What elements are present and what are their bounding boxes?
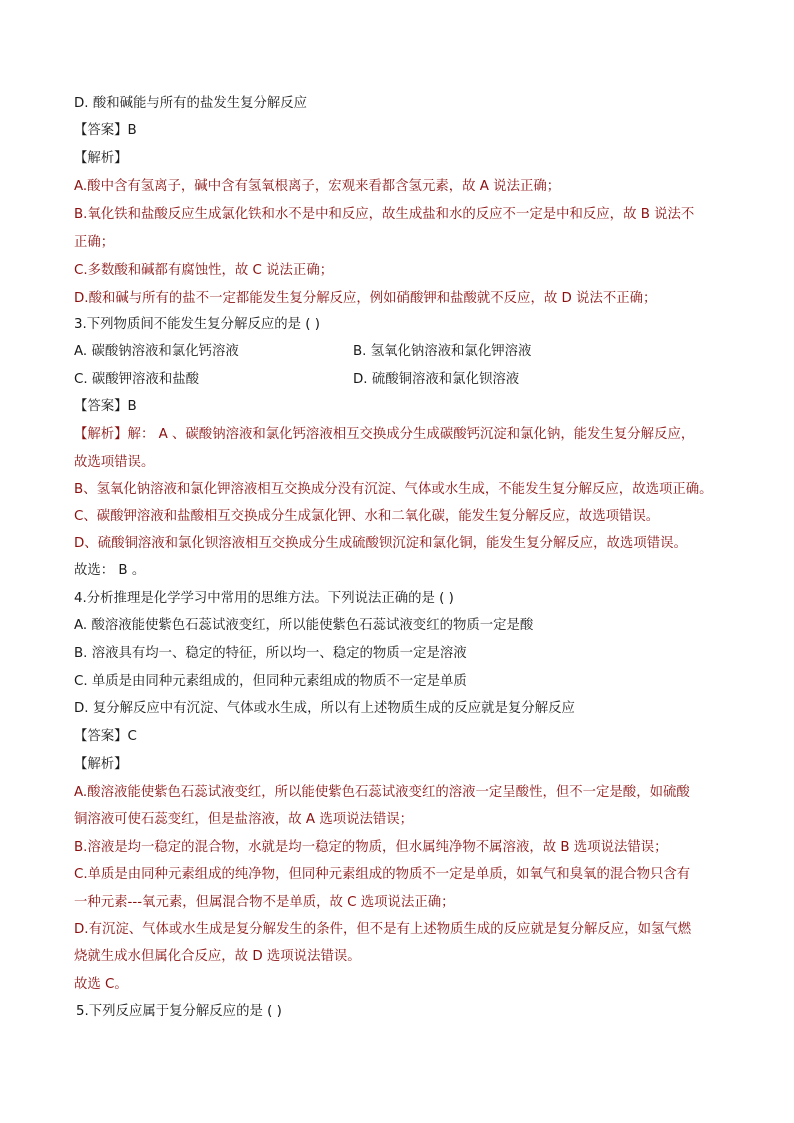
analysis-line: 铜溶液可使石蕊变红，但是盐溶液，故 A 选项说法错误； xyxy=(74,812,414,827)
option-d-q2: D. 酸和碱能与所有的盐发生复分解反应 xyxy=(74,96,308,111)
analysis-line: D.酸和碱与所有的盐不一定都能发生复分解反应，例如硝酸钾和盐酸就不反应，故 D 说法不正确； xyxy=(74,291,657,306)
q3-option-d: D. 硫酸铜溶液和氯化钡溶液 xyxy=(353,372,520,387)
analysis-line: C、碳酸钾溶液和盐酸相互交换成分生成氯化钾、水和二氧化碳，能发生复分解反应，故选项错误。 xyxy=(74,509,660,524)
analysis-line: B.溶液是均一稳定的混合物，水就是均一稳定的物质，但水属纯净物不属溶液，故 B 选项说法错误； xyxy=(74,840,668,855)
q4-option-d: D. 复分解反应中有沉淀、气体或水生成，所以有上述物质生成的反应就是复分解反应 xyxy=(74,701,575,716)
selection-q3: 故选： B 。 xyxy=(74,563,146,578)
q3-option-a: A. 碳酸钠溶液和氯化钙溶液 xyxy=(74,344,239,359)
question-3: 3.下列物质间不能发生复分解反应的是 ( ) xyxy=(74,317,320,332)
analysis-line: 【解析】解： A 、碳酸钠溶液和氯化钙溶液相互交换成分生成碳酸钙沉淀和氯化钠，能发生复分解反应， xyxy=(74,427,695,442)
analysis-line: C.单质是由同种元素组成的纯净物，但同种元素组成的物质不一定是单质，如氧气和臭氧的混合物只含有 xyxy=(74,867,691,882)
analysis-label-q2: 【解析】 xyxy=(74,151,128,166)
analysis-line: C.多数酸和碱都有腐蚀性，故 C 说法正确； xyxy=(74,263,334,278)
q4-option-a: A. 酸溶液能使紫色石蕊试液变红，所以能使紫色石蕊试液变红的物质一定是酸 xyxy=(74,618,534,633)
analysis-line: B.氧化铁和盐酸反应生成氯化铁和水不是中和反应，故生成盐和水的反应不一定是中和反应，故 B 说法不 xyxy=(74,207,695,222)
question-5: 5.下列反应属于复分解反应的是 ( ) xyxy=(76,1004,282,1019)
analysis-line: B、氢氧化钠溶液和氯化钾溶液相互交换成分没有沉淀、气体或水生成，不能发生复分解反应，故选项正确。 xyxy=(74,482,713,497)
answer-label-q2: 【答案】B xyxy=(74,123,137,138)
answer-label-q4: 【答案】C xyxy=(74,729,137,744)
analysis-line: D.有沉淀、气体或水生成是复分解发生的条件，但不是有上述物质生成的反应就是复分解反应，如氢气燃 xyxy=(74,922,692,937)
analysis-line: 正确； xyxy=(74,235,115,250)
q4-option-c: C. 单质是由同种元素组成的，但同种元素组成的物质不一定是单质 xyxy=(74,674,467,689)
analysis-line: A.酸溶液能使紫色石蕊试液变红，所以能使紫色石蕊试液变红的溶液一定呈酸性，但不一定是酸，如硫酸 xyxy=(74,785,690,800)
q4-option-b: B. 溶液具有均一、稳定的特征，所以均一、稳定的物质一定是溶液 xyxy=(74,646,467,661)
answer-label-q3: 【答案】B xyxy=(74,399,137,414)
analysis-label-q4: 【解析】 xyxy=(74,757,128,772)
analysis-line: A.酸中含有氢离子，碱中含有氢氧根离子，宏观来看都含氢元素，故 A 说法正确； xyxy=(74,179,561,194)
q3-option-c: C. 碳酸钾溶液和盐酸 xyxy=(74,372,199,387)
q3-option-b: B. 氢氧化钠溶液和氯化钾溶液 xyxy=(353,344,532,359)
selection-q4: 故选 C。 xyxy=(74,977,128,992)
analysis-line: 烧就生成水但属化合反应，故 D 选项说法错误。 xyxy=(74,949,361,964)
question-4: 4.分析推理是化学学习中常用的思维方法。下列说法正确的是 ( ) xyxy=(74,591,454,606)
analysis-line: 一种元素---氧元素，但属混合物不是单质，故 C 选项说法正确； xyxy=(74,895,455,910)
analysis-line: 故选项错误。 xyxy=(74,455,155,470)
analysis-line: D、硫酸铜溶液和氯化钡溶液相互交换成分生成硫酸钡沉淀和氯化铜，能发生复分解反应，故选项错误。 xyxy=(74,536,687,551)
